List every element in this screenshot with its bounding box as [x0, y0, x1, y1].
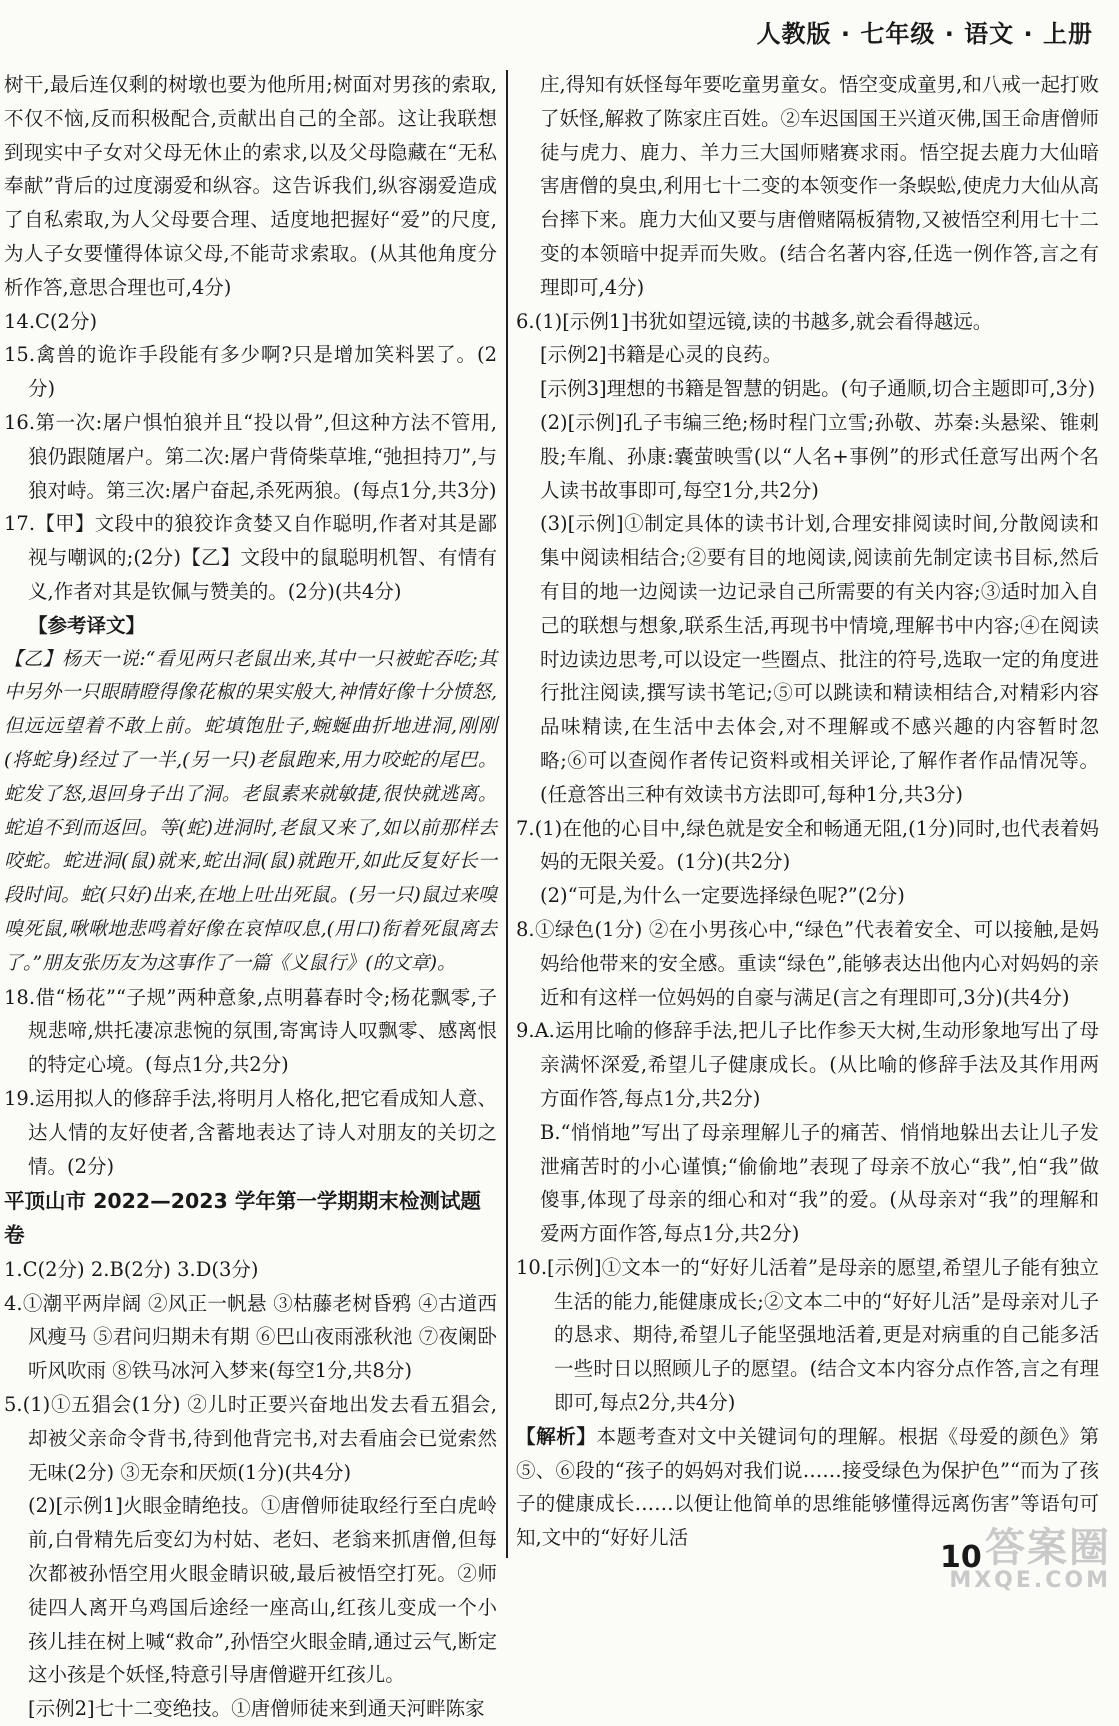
answer-10: 10.[示例]①文本一的“好好儿活着”是母亲的愿望,希望儿子能有独立生活的能力,能健康成长;②文本二中的“好好儿活”是母亲对儿子的恳求、期待,希望儿子能坚强地活着,更是对病重的自己能多活一些时日以照顾儿子的愿望。(结合文本内容分点作答,言之有理即可,每点2分,共4分)	[516, 1255, 1099, 1415]
answer-5-2-continued: 庄,得知有妖怪每年要吃童男童女。悟空变成童男,和八戒一起打败了妖怪,解救了陈家庄百姓。②车迟国国王兴道灭佛,国王命唐僧师徒与虎力、鹿力、羊力三大国师赌赛求雨。悟空捉去鹿力大仙暗害唐僧的臭虫,利用七十二变的本领变作一条蜈蚣,使虎力大仙从高台摔下来。鹿力大仙又要与唐僧赌隔板猜物,又被悟空利用七十二变的本领暗中捉弄而失败。(结合名著内容,任选一例作答,言之有理即可,4分)	[540, 73, 1099, 299]
translation-label: 【参考译文】	[28, 613, 146, 637]
answer-6-1: 6.(1)[示例1]书犹如望远镜,读的书越多,就会看得越远。	[516, 309, 993, 333]
watermark-line-1: 答案圈	[985, 1524, 1111, 1571]
analysis-text: 本题考查对文中关键词句的理解。根据《母爱的颜色》第⑤、⑥段的“孩子的妈妈对我们说……接受绿色为保护色”“而为了孩子的健康成长……以便让他简单的思维能够懂得远离伤害”等语句可知,文中的“好好儿活	[516, 1424, 1099, 1550]
translation-text: 【乙】杨天一说:“看见两只老鼠出来,其中一只被蛇吞吃;其中另外一只眼睛瞪得像花椒的果实般大,神情好像十分愤怒,但远远望着不敢上前。蛇填饱肚子,蜿蜒曲折地进洞,刚刚(将蛇身)经过了一半,(另一只)老鼠跑来,用力咬蛇的尾巴。蛇发了怒,退回身子出了洞。老鼠素来就敏捷,很快就逃离。蛇追不到而返回。等(蛇)进洞时,老鼠又来了,如以前那样去咬蛇。蛇进洞(鼠)就来,蛇出洞(鼠)就跑开,如此反复好长一段时间。蛇(只好)出来,在地上吐出死鼠。(另一只)鼠过来嗅嗅死鼠,啾啾地悲鸣着好像在哀悼叹息,(用口)衔着死鼠离去了。”朋友张历友为这事作了一篇《义鼠行》(的文章)。	[4, 647, 497, 974]
answer-6-3: (3)[示例]①制定具体的读书计划,合理安排阅读时间,分散阅读和集中阅读相结合;②要有目的地阅读,阅读前先制定读书目标,然后有目的地一边阅读一边记录自己所需要的有关内容;③适时加入自己的联想与想象,联系生活,再现书中情境,理解书中内容;④在阅读时边读边思考,可以设定一些圈点、批注的符号,选取一定的角度进行批注阅读,撰写读书笔记;⑤可以跳读和精读相结合,对精彩内容品味精读,在生活中去体会,对不理解或不感兴趣的内容暂时忽略;⑥可以查阅作者传记资料或相关评论,了解作者作品情况等。(任意答出三种有效读书方法即可,每种1分,共3分)	[540, 512, 1099, 806]
answer-18: 18.借“杨花”“子规”两种意象,点明暮春时令;杨花飘零,子规悲啼,烘托凄凉悲惋的氛围,寄寓诗人叹飘零、感离恨的特定心境。(每点1分,共2分)	[4, 985, 497, 1077]
watermark-logo	[949, 1524, 1111, 1593]
analysis-label: 【解析】	[516, 1424, 597, 1448]
answer-9-b: B.“悄悄地”写出了母亲理解儿子的痛苦、悄悄地躲出去让儿子发泄痛苦时的小心谨慎;“偷偷地”表现了母亲不放心“我”,怕“我”做傻事,体现了母亲的细心和对“我”的爱。(从母亲对“我”的理解和爱两方面作答,每点1分,共2分)	[540, 1120, 1099, 1246]
answer-5-1: 5.(1)①五猖会(1分) ②儿时正要兴奋地出发去看五猖会,却被父亲命令背书,待到他背完书,对去看庙会已觉索然无味(2分) ③无奈和厌烦(1分)(共4分)	[4, 1393, 497, 1484]
section-title: 平顶山市 2022—2023 学年第一学期期末检测试题卷	[4, 1189, 481, 1248]
answer-6-1-example-2: [示例2]书籍是心灵的良药。	[540, 343, 783, 367]
answer-19: 19.运用拟人的修辞手法,将明月人格化,把它看成知人意、达人情的友好使者,含蓄地表达了诗人对朋友的关切之情。(2分)	[4, 1086, 497, 1178]
answer-17: 17.【甲】文段中的狼狡诈贪婪又自作聪明,作者对其是鄙视与嘲讽的;(2分)【乙】文段中的鼠聪明机智、有情有义,作者对其是钦佩与赞美的。(2分)(共4分)	[4, 512, 497, 603]
answer-14: 14.C(2分)	[4, 309, 98, 333]
page-number: 10	[940, 1540, 982, 1575]
answer-13-continued: 树干,最后连仅剩的树墩也要为他所用;树面对男孩的索取,不仅不恼,反而积极配合,贡献出自己的全部。这让我联想到现实中子女对父母无休止的索求,以及父母隐藏在“无私奉献”背后的过度溺爱和纵容。这告诉我们,纵容溺爱造成了自私索取,为人父母要合理、适度地把握好“爱”的尺度,为人子女要懂得体谅父母,不能苛求索取。(从其他角度分析作答,意思合理也可,4分)	[4, 73, 497, 299]
answer-1-3: 1.C(2分) 2.B(2分) 3.D(3分)	[4, 1257, 259, 1281]
answer-6-1-example-3: [示例3]理想的书籍是智慧的钥匙。(句子通顺,切合主题即可,3分)	[540, 377, 1096, 401]
answer-4: 4.①潮平两岸阔 ②风正一帆悬 ③枯藤老树昏鸦 ④古道西风瘦马 ⑤君问归期未有期 ⑥巴山夜雨涨秋池 ⑦夜阑卧听风吹雨 ⑧铁马冰河入梦来(每空1分,共8分)	[4, 1291, 497, 1383]
answer-7-1: 7.(1)在他的心目中,绿色就是安全和畅通无阻,(1分)同时,也代表着妈妈的无限关爱。(1分)(共2分)	[516, 816, 1099, 874]
column-divider	[506, 70, 508, 1558]
answer-7-2: (2)“可是,为什么一定要选择绿色呢?”(2分)	[540, 884, 905, 908]
answer-5-2-example-2: [示例2]七十二变绝技。①唐僧师徒来到通天河畔陈家	[28, 1697, 485, 1721]
left-column	[4, 68, 497, 1726]
answer-16: 16.第一次:屠户惧怕狼并且“投以骨”,但这种方法不管用,狼仍跟随屠户。第二次:屠户背倚柴草堆,“弛担持刀”,与狼对峙。第三次:屠户奋起,杀死两狼。(每点1分,共3分)	[4, 410, 497, 502]
answer-6-2: (2)[示例]孔子韦编三绝;杨时程门立雪;孙敬、苏秦:头悬梁、锥刺股;车胤、孙康:囊萤映雪(以“人名+事例”的形式任意写出两个名人读书故事即可,每空1分,共2分)	[540, 410, 1099, 502]
page-header: 人教版 · 七年级 · 语文 · 上册	[756, 20, 1093, 48]
watermark-line-2: MXQE.COM	[949, 1567, 1111, 1593]
right-column	[516, 68, 1099, 1555]
answer-8: 8.①绿色(1分) ②在小男孩心中,“绿色”代表着安全、可以接触,是妈妈给他带来的安全感。重读“绿色”,能够表达出他内心对妈妈的亲近和有这样一位妈妈的自豪与满足(言之有理即可,3分)(共4分)	[516, 917, 1099, 1009]
answer-5-2-example-1: (2)[示例1]火眼金睛绝技。①唐僧师徒取经行至白虎岭前,白骨精先后变幻为村姑、老妇、老翁来抓唐僧,但每次都被孙悟空用火眼金睛识破,最后被悟空打死。②师徒四人离开乌鸡国后途经一座高山,红孩儿变成一个小孩儿挂在树上喊“救命”,孙悟空火眼金睛,通过云气,断定这小孩是个妖怪,特意引导唐僧避开红孩儿。	[28, 1494, 497, 1687]
answer-15: 15.禽兽的诡诈手段能有多少啊?只是增加笑料罢了。(2分)	[4, 343, 497, 401]
answer-9-a: 9.A.运用比喻的修辞手法,把儿子比作参天大树,生动形象地写出了母亲满怀深爱,希望儿子健康成长。(从比喻的修辞手法及其作用两方面作答,每点1分,共2分)	[516, 1019, 1099, 1110]
